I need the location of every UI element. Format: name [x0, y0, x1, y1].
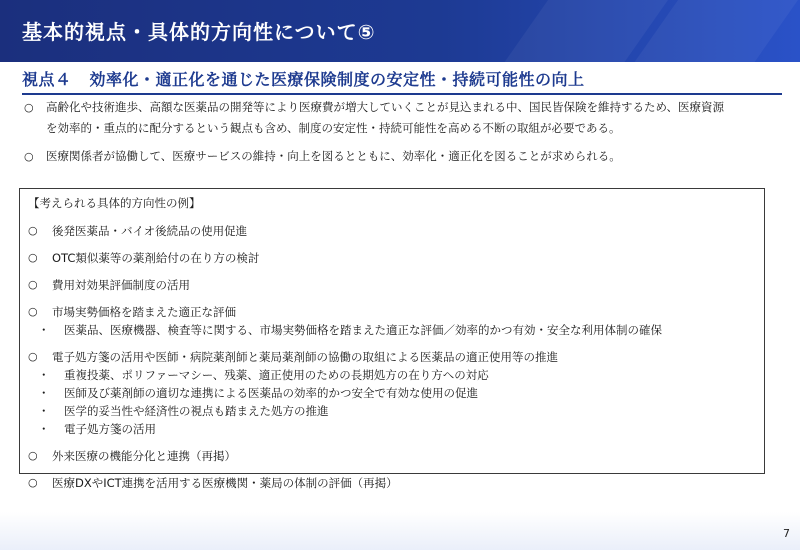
sub-list-item-text: 医師及び薬剤師の適切な連携による医薬品の効率的かつ安全で有効な使用の促進	[64, 386, 478, 400]
header-band	[0, 0, 800, 62]
sub-list-item	[28, 384, 756, 402]
sub-list-item-text: 医薬品、医療機器、検査等に関する、市場実勢価格を踏まえた適正な評価／効率的かつ有効・安全な利用体制の確保	[64, 323, 662, 337]
list-item-text: 外来医療の機能分化と連携（再掲）	[52, 449, 236, 463]
sub-list-item	[28, 321, 756, 339]
list-item-text: 市場実勢価格を踏まえた適正な評価	[52, 305, 236, 319]
intro-line: 高齢化や技術進歩、高額な医薬品の開発等により医療費が増大していくことが見込まれる中、国民皆保険を維持するため、医療資源	[46, 100, 725, 114]
circle-bullet: ○	[24, 150, 34, 163]
dot-bullet: ・	[38, 422, 50, 436]
list-item	[28, 447, 756, 465]
page-number: 7	[783, 527, 790, 540]
intro-line: を効率的・重点的に配分するという観点も含め、制度の安定性・持続可能性を高める不断の取組が必要である。	[46, 121, 621, 135]
list-item-text: 後発医薬品・バイオ後続品の使用促進	[52, 224, 248, 238]
circle-bullet: ○	[28, 476, 38, 489]
list-item	[28, 222, 756, 240]
sub-list-item	[28, 366, 756, 384]
section-label: 視点４	[22, 70, 72, 89]
sub-list-item	[28, 402, 756, 420]
intro-line: 医療関係者が協働して、医療サービスの維持・向上を図るとともに、効率化・適正化を図ることが求められる。	[46, 149, 621, 163]
intro-paragraph	[22, 97, 784, 139]
directions-box	[19, 188, 765, 490]
list-item-text: OTC類似薬等の薬剤給付の在り方の検討	[52, 251, 260, 265]
list-item	[28, 276, 756, 294]
section-title: 効率化・適正化を通じた医療保険制度の安定性・持続可能性の向上	[89, 70, 585, 89]
intro-text	[22, 97, 784, 167]
dot-bullet: ・	[38, 404, 50, 418]
circle-bullet: ○	[24, 101, 34, 114]
sub-list-item-text: 電子処方箋の活用	[64, 422, 156, 436]
dot-bullet: ・	[38, 323, 50, 337]
sub-list-item-text: 医学的妥当性や経済性の視点も踏まえた処方の推進	[64, 404, 329, 418]
list-item	[28, 249, 756, 267]
list-item-text: 医療DXやICT連携を活用する医療機関・薬局の体制の評価（再掲）	[52, 476, 398, 490]
circle-bullet: ○	[28, 305, 38, 318]
circle-bullet: ○	[28, 251, 38, 264]
section-heading	[22, 67, 782, 95]
box-heading: 【考えられる具体的方向性の例】	[28, 196, 201, 210]
intro-paragraph	[22, 146, 784, 167]
sub-list-item	[28, 420, 756, 438]
footer-band	[0, 512, 800, 550]
circle-bullet: ○	[28, 350, 38, 363]
dot-bullet: ・	[38, 386, 50, 400]
circle-bullet: ○	[28, 449, 38, 462]
list-item	[28, 303, 756, 321]
list-item-text: 費用対効果評価制度の活用	[52, 278, 190, 292]
circle-bullet: ○	[28, 278, 38, 291]
list-item	[28, 348, 756, 366]
circle-bullet: ○	[28, 224, 38, 237]
page-title: 基本的視点・具体的方向性について⑤	[22, 20, 376, 44]
sub-list-item-text: 重複投薬、ポリファーマシー、残薬、適正使用のための長期処方の在り方への対応	[64, 368, 489, 382]
dot-bullet: ・	[38, 368, 50, 382]
list-item	[28, 474, 756, 492]
list-item-text: 電子処方箋の活用や医師・病院薬剤師と薬局薬剤師の協働の取組による医薬品の適正使用等の推進	[52, 350, 558, 364]
